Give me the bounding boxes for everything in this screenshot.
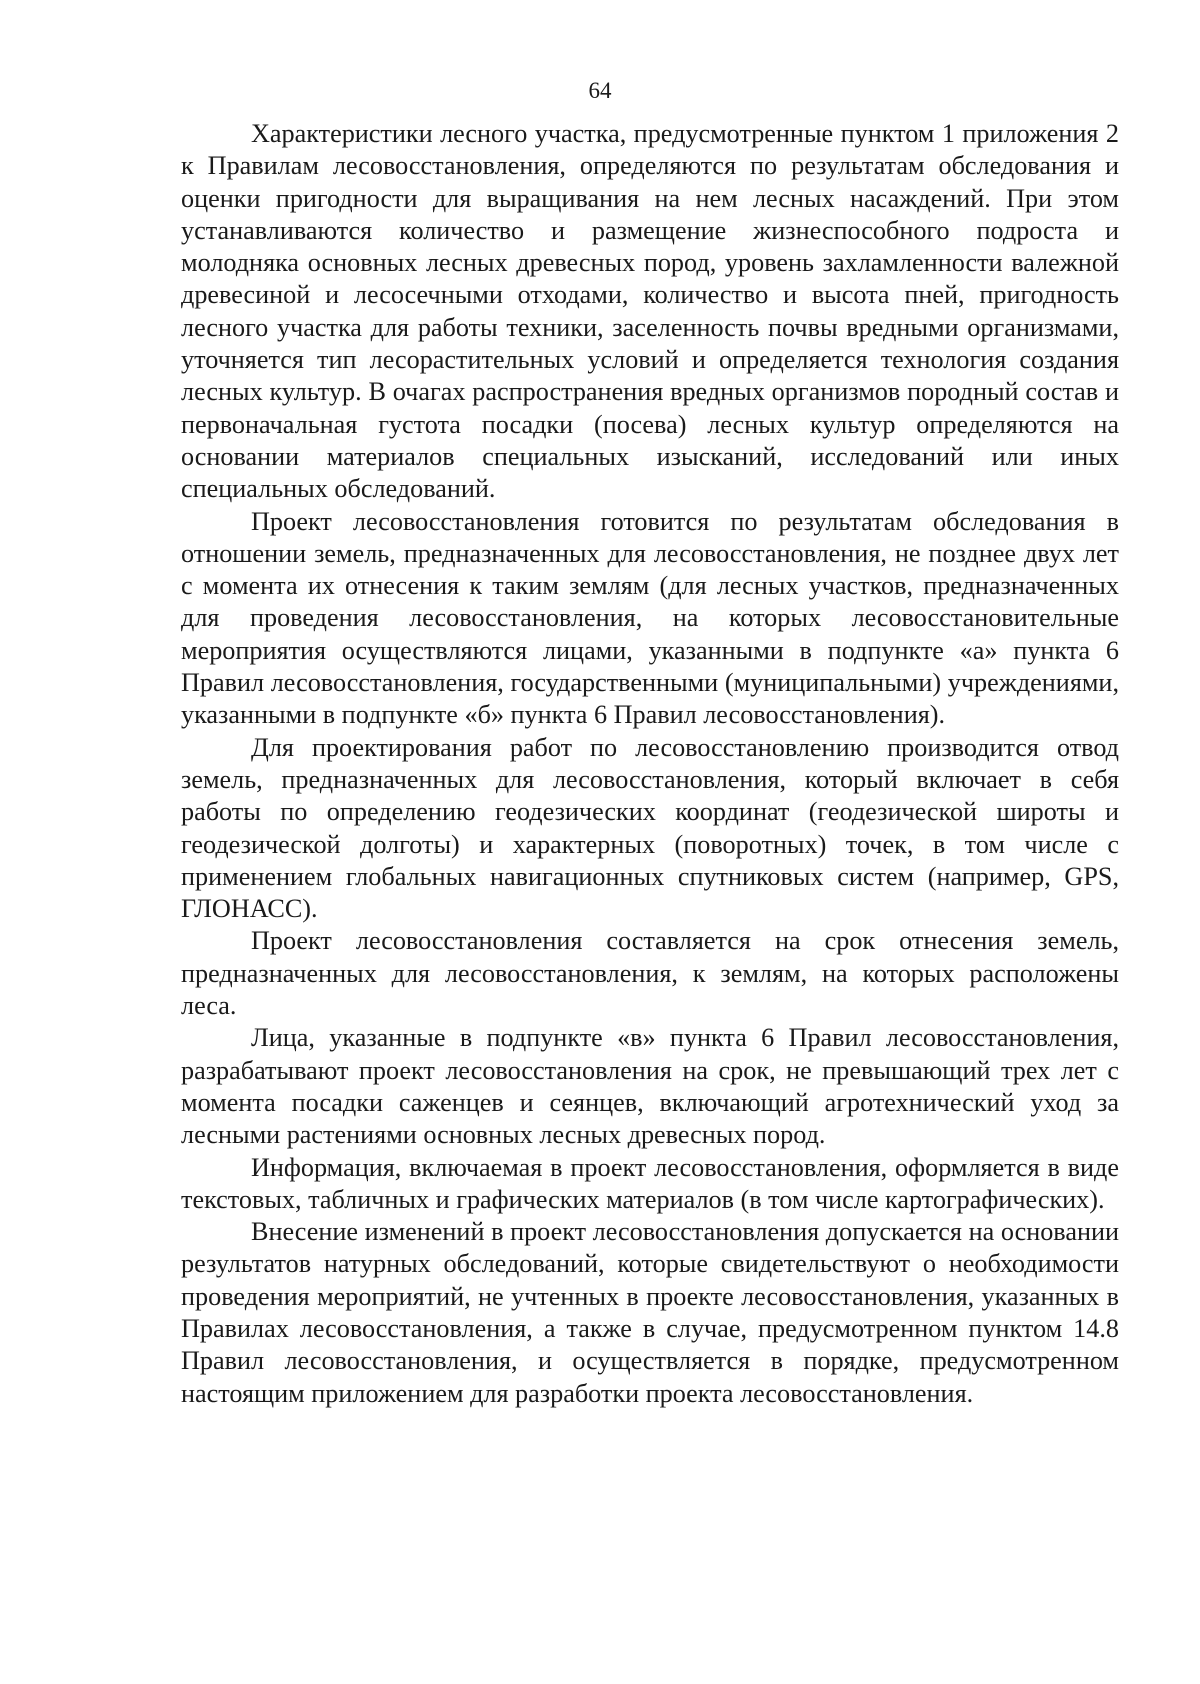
paragraph-forest-plot-characteristics: Характеристики лесного участка, предусмотренные пунктом 1 приложения 2 к Правилам лесовосстановления, определяются по результатам обследования и оценки пригодности для выращивания на нем лесных насаждений. При этом устанавливаются количество и размещение жизнеспособного подроста и молодняка основных лесных древесных пород, уровень захламленности валежной древесиной и лесосечными отходами, количество и высота пней, пригодность лесного участка для работы техники, заселенность почвы вредными организмами, уточняется тип лесорастительных условий и определяется технология создания лесных культур. В очагах распространения вредных организмов породный состав и первоначальная густота посадки (посева) лесных культур определяются на основании материалов специальных изысканий, исследований или иных специальных обследований.	[181, 119, 1119, 504]
paragraph-land-allocation: Для проектирования работ по лесовосстановлению производится отвод земель, предназначенных для лесовосстановления, который включает в себя работы по определению геодезических координат (геодезической широты и геодезической долготы) и характерных (поворотных) точек, в том числе с применением глобальных навигационных спутниковых систем (например, GPS, ГЛОНАСС).	[181, 732, 1119, 924]
page-number: 64	[588, 78, 612, 103]
paragraph-project-term: Проект лесовосстановления составляется на срок отнесения земель, предназначенных для лесовосстановления, к землям, на которых расположены леса.	[181, 926, 1119, 1021]
paragraph-project-preparation: Проект лесовосстановления готовится по результатам обследования в отношении земель, предназначенных для лесовосстановления, не позднее двух лет с момента их отнесения к таким землям (для лесных участков, предназначенных для проведения лесовосстановления, на которых лесовосстановительные мероприятия осуществляются лицами, указанными в подпункте «а» пункта 6 Правил лесовосстановления, государственными (муниципальными) учреждениями, указанными в подпункте «б» пункта 6 Правил лесовосстановления).	[181, 506, 1119, 730]
paragraph-project-information: Информация, включаемая в проект лесовосстановления, оформляется в виде текстовых, табличных и графических материалов (в том числе картографических).	[181, 1152, 1119, 1214]
paragraph-persons-subpoint-v: Лица, указанные в подпункте «в» пункта 6 Правил лесовосстановления, разрабатывают проект лесовосстановления на срок, не превышающий трех лет с момента посадки саженцев и сеянцев, включающий агротехнический уход за лесными растениями основных лесных древесных пород.	[181, 1023, 1119, 1150]
document-body	[181, 118, 1119, 1410]
paragraph-project-changes: Внесение изменений в проект лесовосстановления допускается на основании результатов натурных обследований, которые свидетельствуют о необходимости проведения мероприятий, не учтенных в проекте лесовосстановления, указанных в Правилах лесовосстановления, а также в случае, предусмотренном пунктом 14.8 Правил лесовосстановления, и осуществляется в порядке, предусмотренном настоящим приложением для разработки проекта лесовосстановления.	[181, 1217, 1119, 1408]
